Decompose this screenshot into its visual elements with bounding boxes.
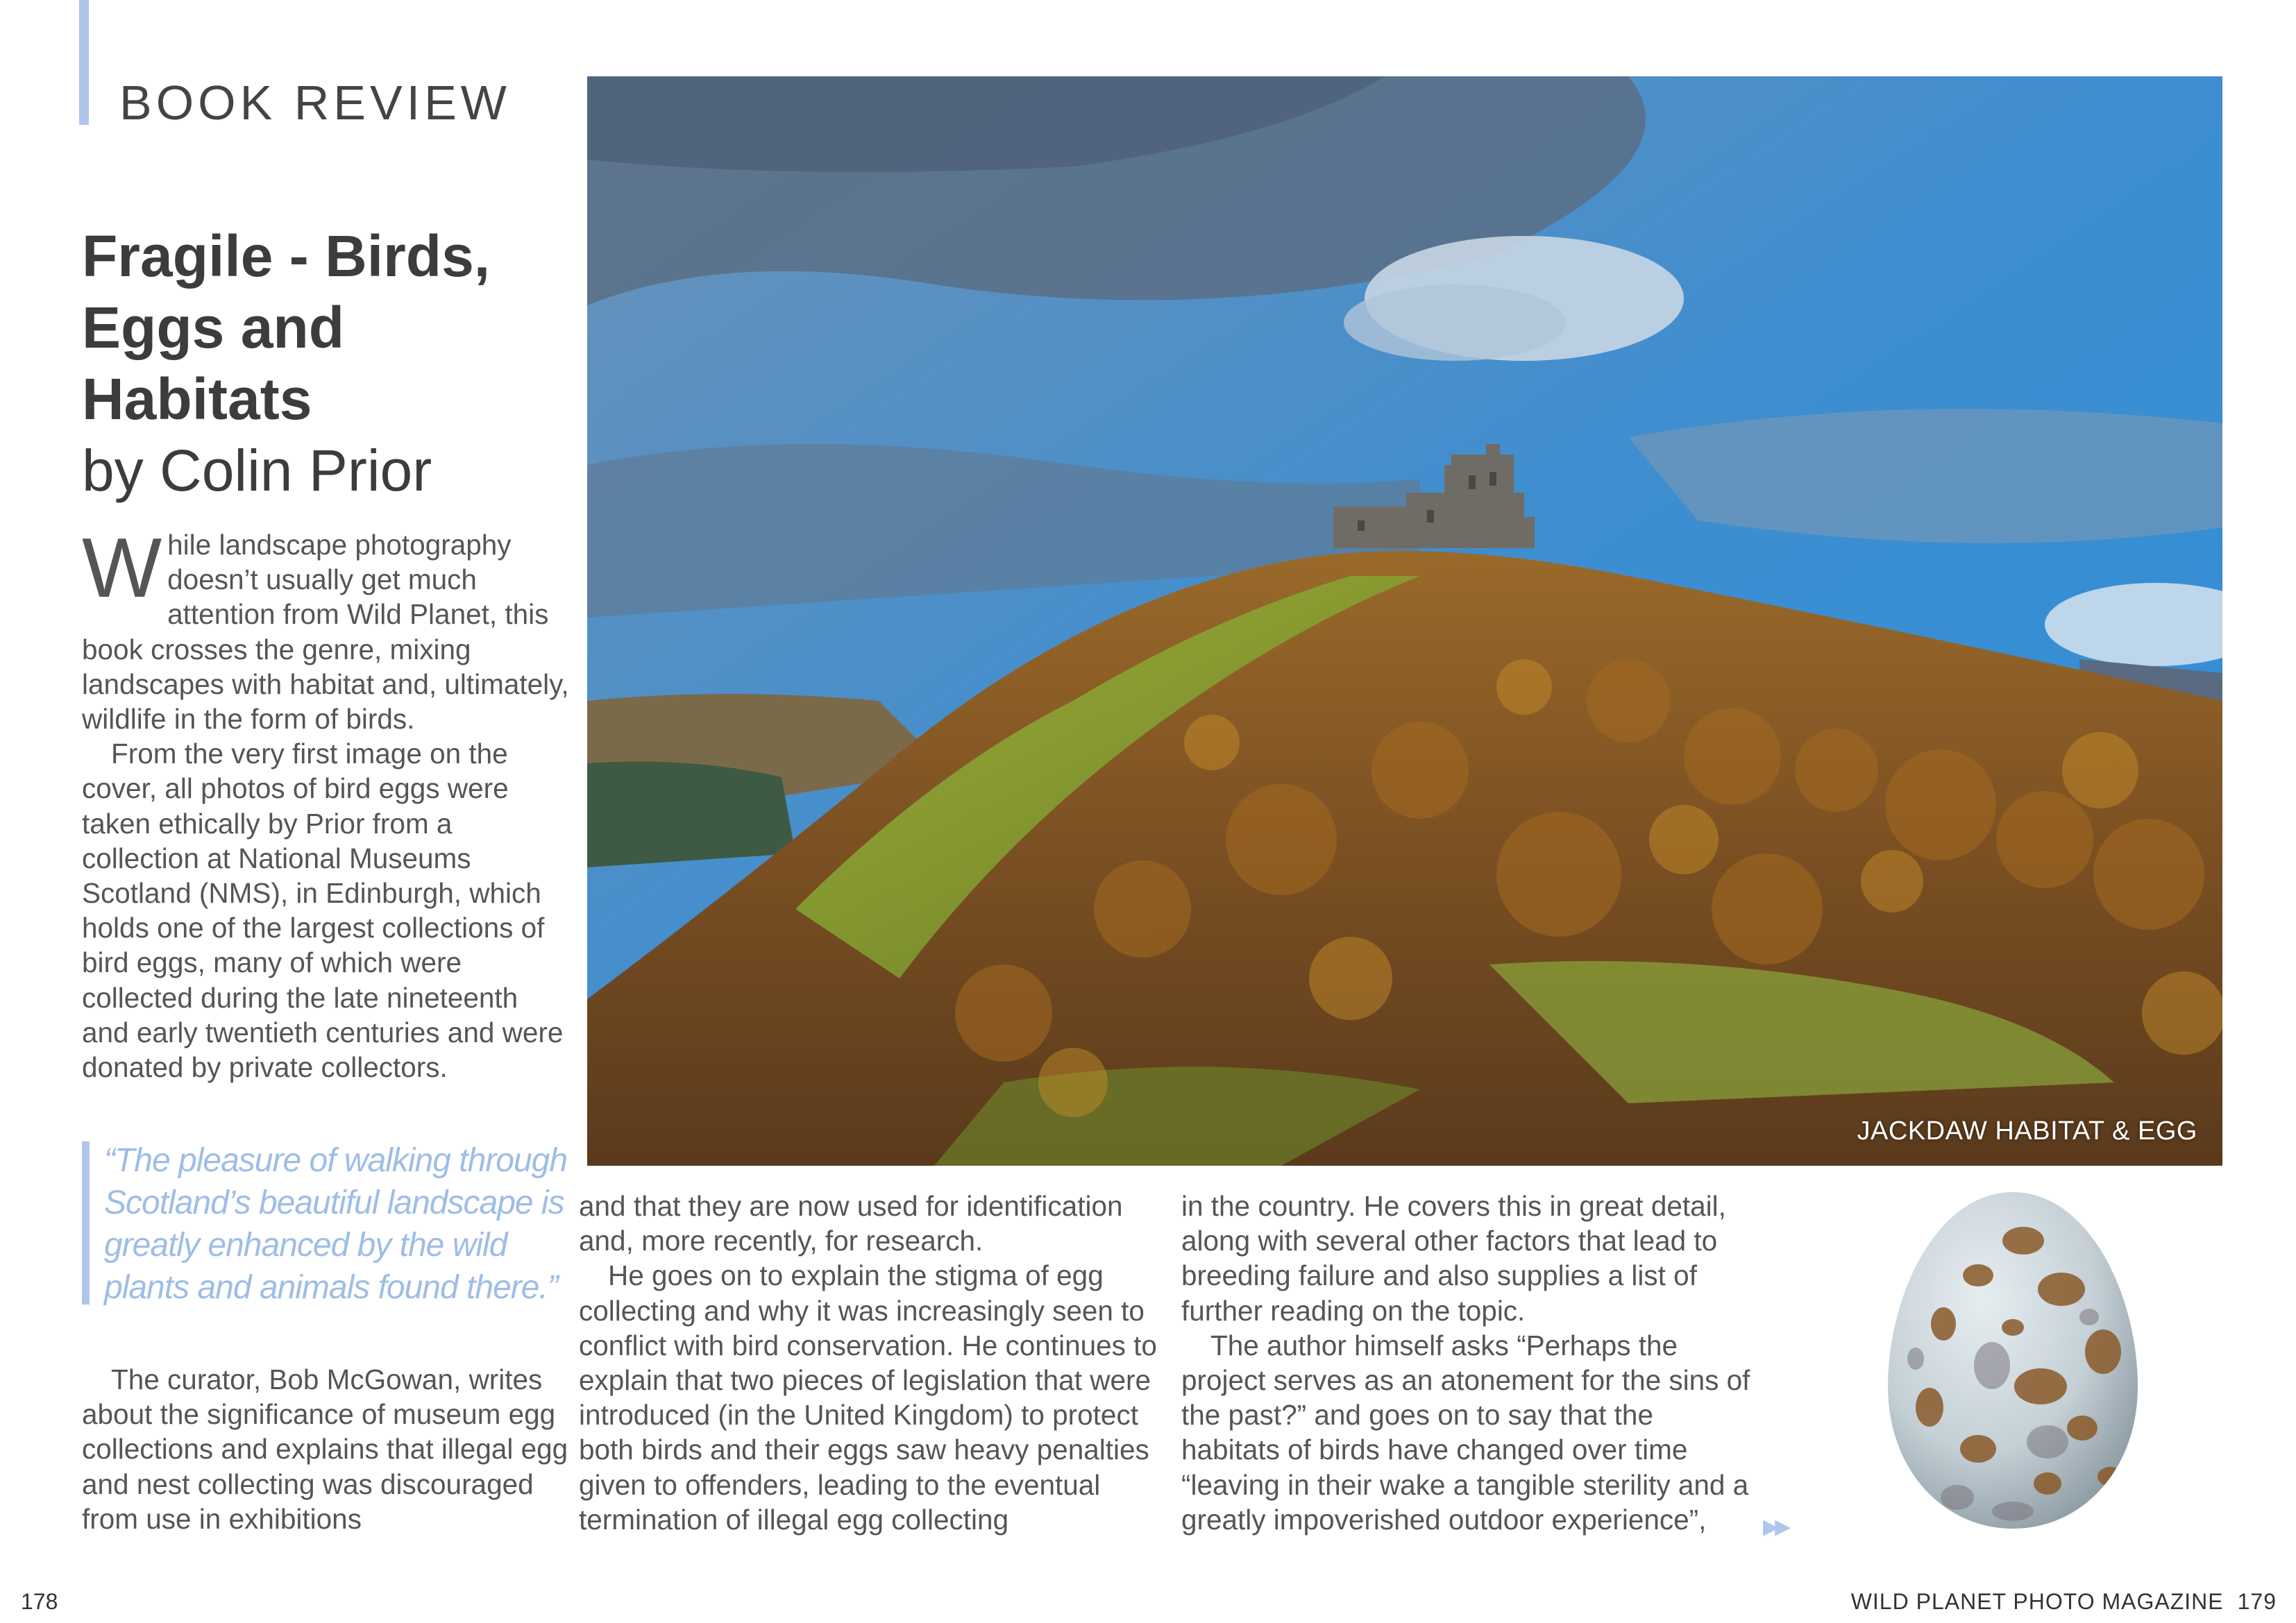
pull-quote-bar (82, 1141, 90, 1305)
paragraph-stigma-cont: in the country. He covers this in great detail, along with several other factors that lead to breeding failure and also supplies a list of further reading on the topic. (1181, 1190, 1726, 1327)
author-line: by Colin Prior (82, 438, 432, 503)
magazine-name: WILD PLANET PHOTO MAGAZINE (1850, 1589, 2224, 1614)
body-column-1-lower (82, 1362, 569, 1536)
body-column-2 (579, 1189, 1162, 1537)
paragraph-curator-cont: and that they are now used for identification and, more recently, for research. (579, 1190, 1123, 1257)
body-column-3 (1181, 1189, 1750, 1537)
photo-caption: JACKDAW HABITAT & EGG (1857, 1116, 2197, 1146)
section-accent-bar (79, 0, 89, 125)
title-line-2: Eggs and Habitats (82, 295, 345, 432)
drop-cap: W (82, 520, 162, 615)
section-label: BOOK REVIEW (119, 76, 511, 130)
paragraph-stigma: He goes on to explain the stigma of egg collecting and why it was increasingly seen to conflict with bird conservation. He continues to explain that two pieces of legislation that were introduced (in the United Kingdom) to protect both birds and their eggs saw heavy penalties given to offenders, leading to the eventual termination of illegal egg collecting (579, 1259, 1157, 1536)
paragraph-curator: The curator, Bob McGowan, writes about the significance of museum egg collections and explains that illegal egg and nest collecting was discouraged from use in exhibitions (82, 1363, 568, 1535)
paragraph-intro (82, 520, 569, 736)
pull-quote: “The pleasure of walking through Scotland’s beautiful landscape is greatly enhanced by the wild plants and animals found there.” (104, 1142, 568, 1306)
double-chevron-right-icon: ▶▶ (1763, 1515, 1787, 1538)
page-number-right: 179 (2237, 1589, 2277, 1614)
footer-magazine (1851, 1589, 2277, 1615)
paragraph-atonement: The author himself asks “Perhaps the project serves as an atonement for the sins of the past?” and goes on to say that the habitats of birds have changed over time “leaving in their wake a tangible sterility and a greatly impoverished outdoor experience”, (1181, 1329, 1750, 1536)
jackdaw-egg-image (1874, 1178, 2152, 1539)
body-column-1 (82, 520, 569, 1085)
title-line-1: Fragile - Birds, (82, 223, 491, 289)
article-title (82, 221, 582, 507)
paragraph-intro-text: hile landscape photography doesn’t usually get much attention from Wild Planet, this book crosses the genre, mixing landscapes with habitat and, ultimately, wildlife in the form of birds. (82, 529, 569, 736)
castle-hill-photo (587, 76, 2222, 1166)
page-number-left: 178 (21, 1589, 58, 1614)
paragraph-cover: From the very first image on the cover, all photos of bird eggs were taken ethically by Prior from a collection at National Museums Scotland (NMS), in Edinburgh, which holds one of the largest collections of bird eggs, many of which were collected during the late nineteenth and early twentieth centuries and were donated by private collectors. (82, 738, 564, 1084)
